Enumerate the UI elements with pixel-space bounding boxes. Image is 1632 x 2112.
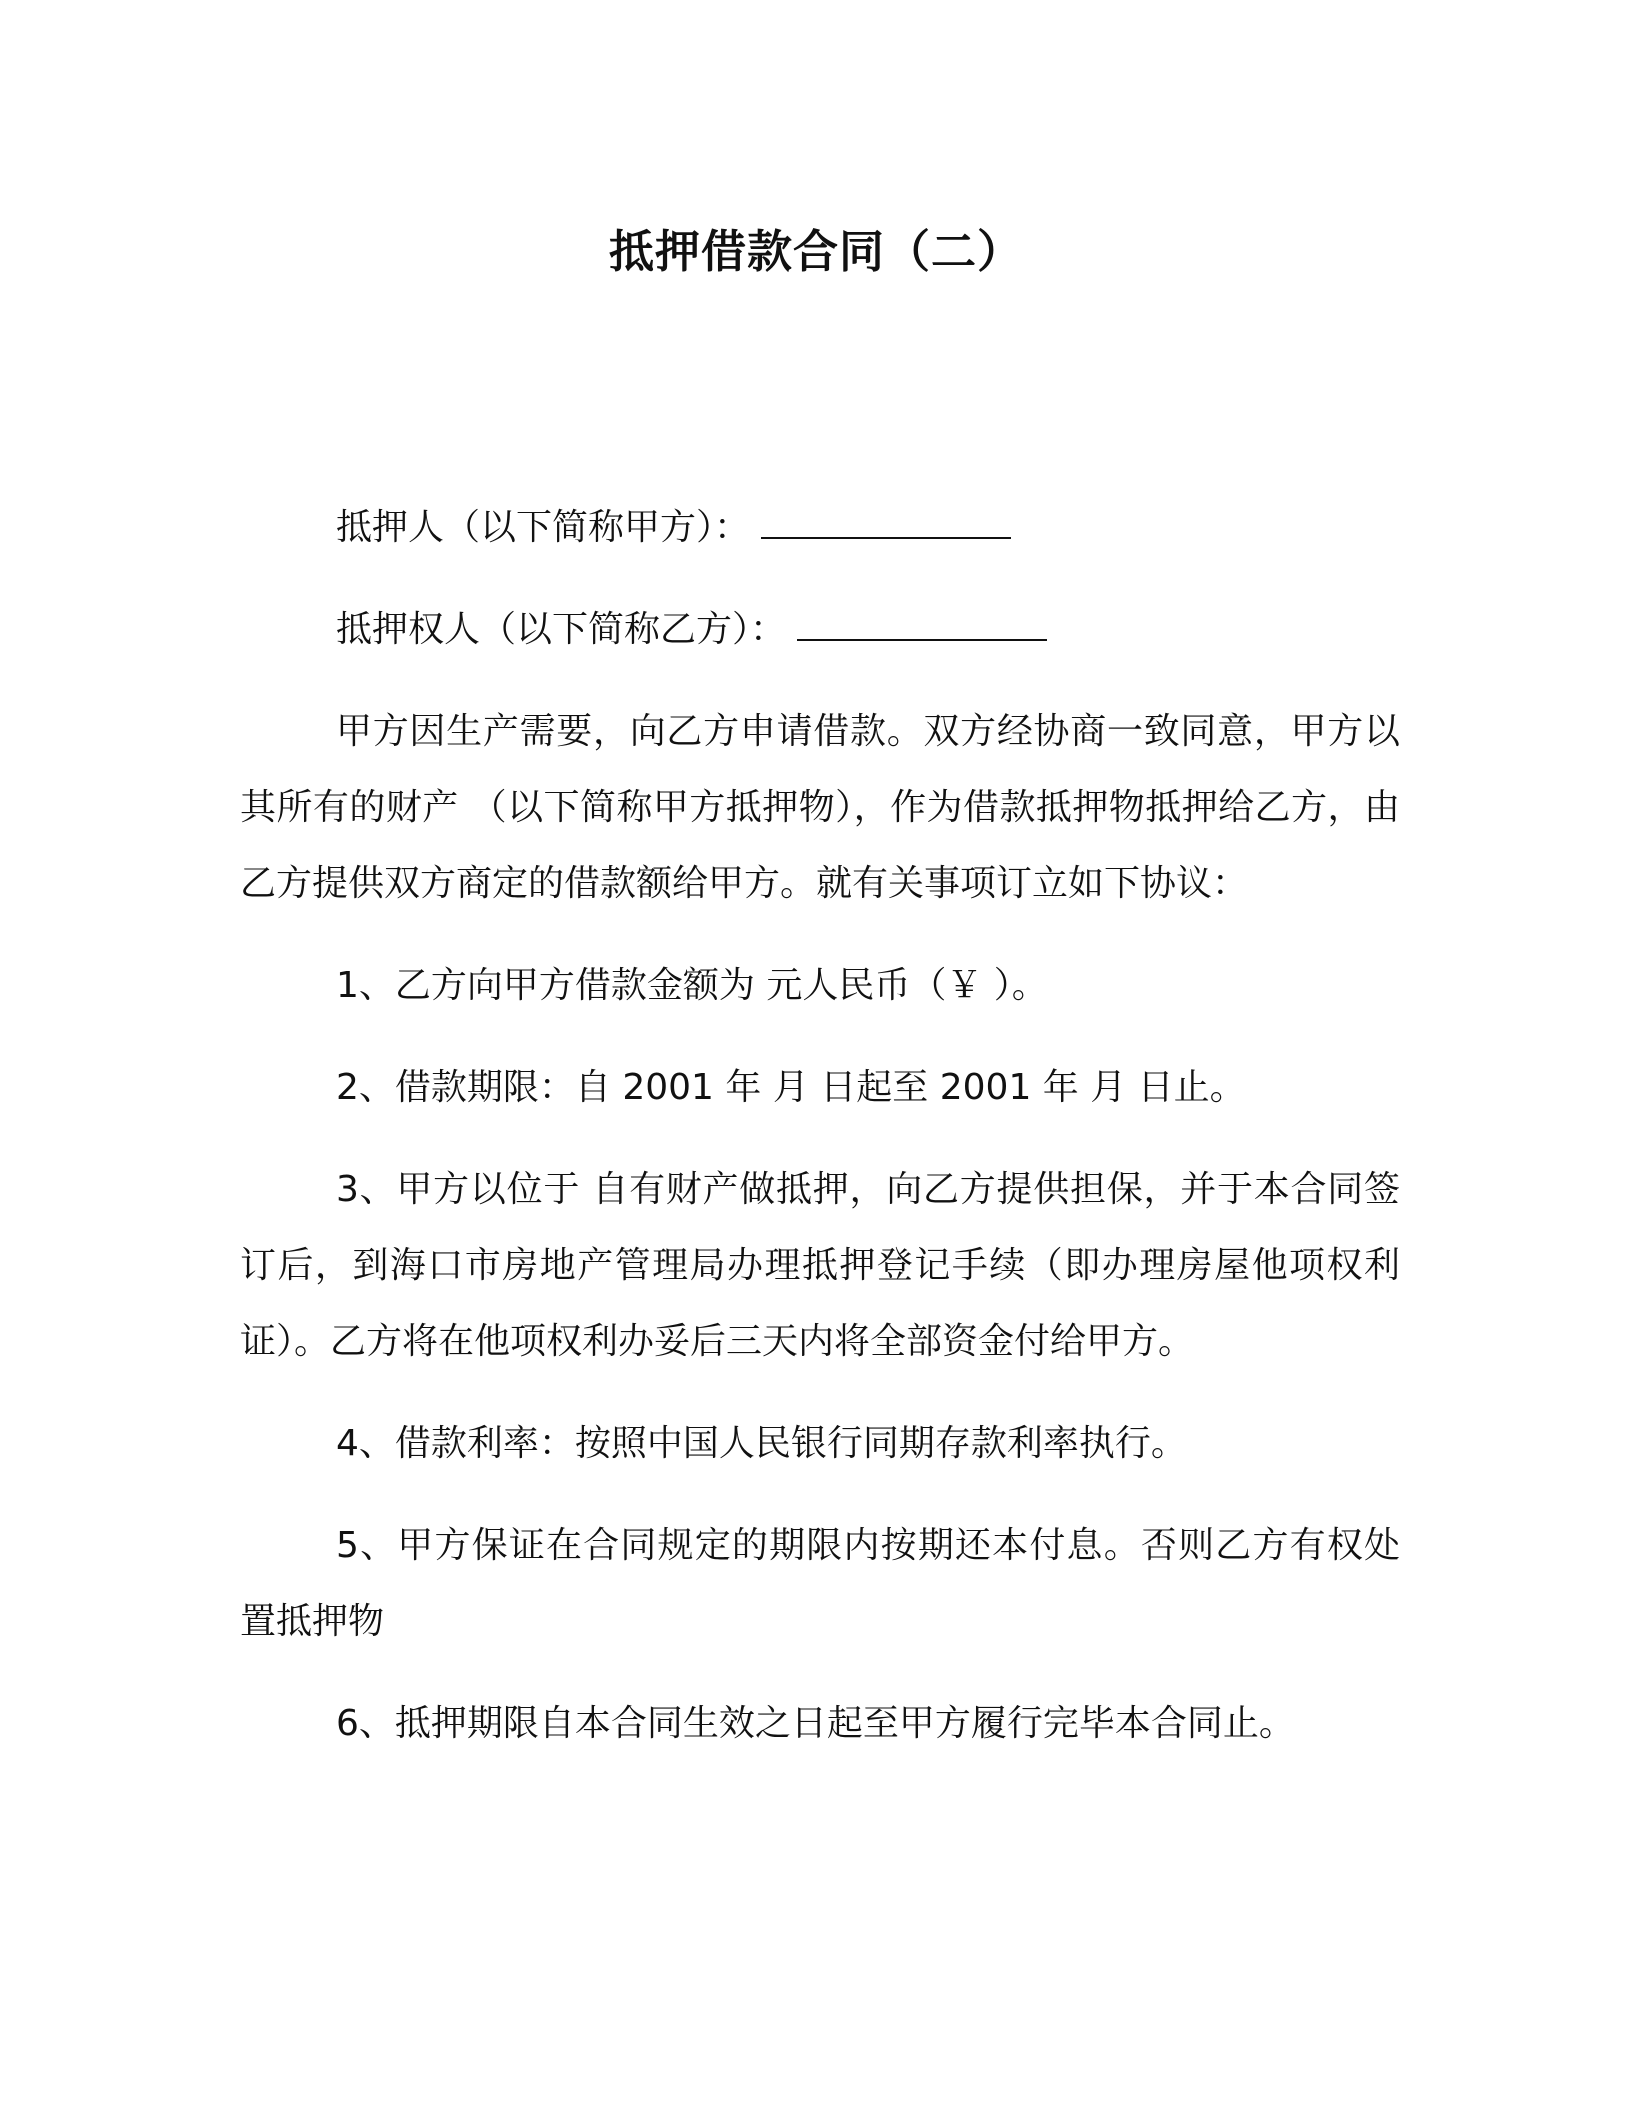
party-b-line: [240, 592, 1400, 668]
clause-1: 1、乙方向甲方借款金额为 元人民币（￥ ）。: [336, 965, 1048, 1006]
clause-2: 2、借款期限：自 2001 年 月 日起至 2001 年 月 日止。: [336, 1067, 1246, 1108]
party-a-blank: [761, 507, 1011, 539]
party-b-blank: [797, 609, 1047, 641]
intro-paragraph: 甲方因生产需要，向乙方申请借款。双方经协商一致同意，甲方以其所有的财产 （以下简称甲方抵押物），作为借款抵押物抵押给乙方，由乙方提供双方商定的借款额给甲方。就有关事项订立如下协议：: [240, 711, 1400, 904]
clause-3: 3、甲方以位于 自有财产做抵押，向乙方提供担保，并于本合同签订后，到海口市房地产管理局办理抵押登记手续（即办理房屋他项权利证）。乙方将在他项权利办妥后三天内将全部资金付给甲方。: [240, 1169, 1400, 1362]
clause-6: 6、抵押期限自本合同生效之日起至甲方履行完毕本合同止。: [336, 1703, 1295, 1744]
clause-5: 5、甲方保证在合同规定的期限内按期还本付息。否则乙方有权处置抵押物: [240, 1525, 1400, 1642]
party-a-line: [240, 490, 1400, 566]
document-body: [240, 490, 1400, 1788]
party-b-label: 抵押权人（以下简称乙方）：: [336, 609, 787, 650]
clause-4: 4、借款利率：按照中国人民银行同期存款利率执行。: [336, 1423, 1187, 1464]
party-a-label: 抵押人（以下简称甲方）：: [336, 507, 751, 548]
document-title: 抵押借款合同（二）: [608, 225, 1023, 278]
